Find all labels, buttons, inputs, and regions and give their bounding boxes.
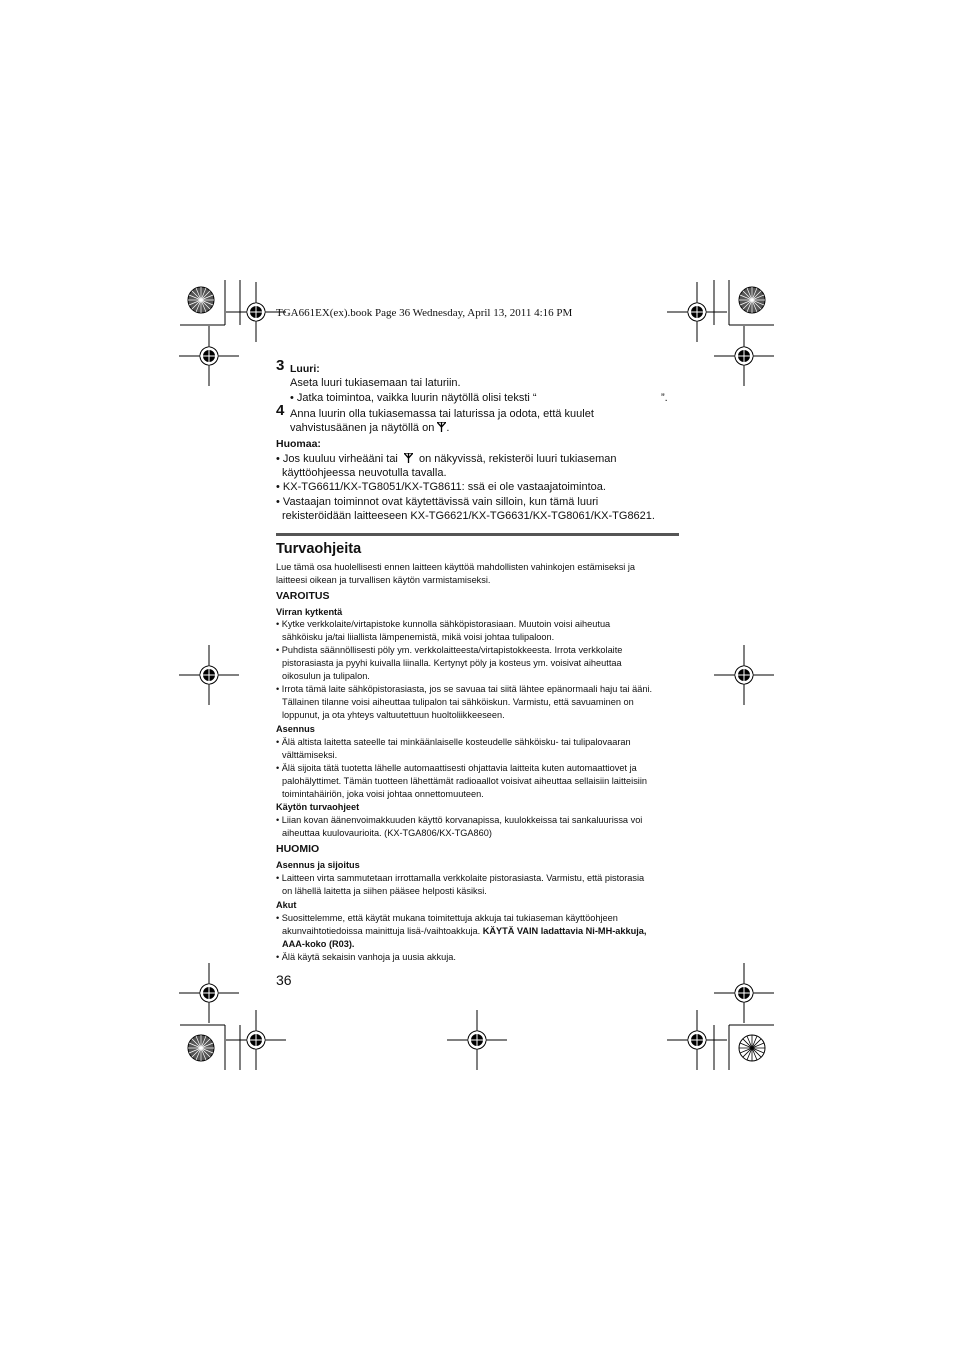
list-item-cont: välttämiseksi.	[282, 750, 338, 760]
subheading-install: Asennus	[276, 724, 315, 734]
note-item: • Jos kuuluu virheääni tai on näkyvissä, rekisteröi luuri tukiaseman	[276, 453, 617, 465]
note-item: • KX-TG6611/KX-TG8051/KX-TG8611: ssä ei ole vastaajatoimintoa.	[276, 481, 606, 493]
note-item-cont: käyttöohjeessa neuvotulla tavalla.	[282, 467, 447, 479]
list-item: • Suosittelemme, että käytät mukana toimitettuja akkuja tai tukiaseman käyttöohjeen	[276, 913, 618, 923]
step-4-line2-end: .	[446, 422, 450, 434]
section-divider	[276, 533, 679, 536]
list-item-cont: AAA-koko (R03).	[282, 939, 355, 949]
antenna-icon	[404, 453, 413, 463]
list-item: • Älä käytä sekaisin vanhoja ja uusia akkuja.	[276, 952, 456, 962]
subheading-placement: Asennus ja sijoitus	[276, 860, 360, 870]
list-item-cont: sähköisku ja/tai liiallista lämpenemistä, mikä voisi johtaa tulipaloon.	[282, 632, 555, 642]
list-item-cont: akunvaihtotiedoissa mainittuja lisä-/vaihtoakkuja. KÄYTÄ VAIN ladattavia Ni-MH-akkuja,	[282, 926, 647, 936]
notes-title: Huomaa:	[276, 438, 321, 450]
page-number: 36	[276, 972, 292, 988]
step-text: Anna luurin olla tukiasemassa tai laturissa ja odota, että kuulet	[290, 408, 594, 420]
caution-heading: HUOMIO	[276, 843, 320, 855]
list-item: • Laitteen virta sammutetaan irrottamalla verkkolaite pistorasiasta. Varmistu, että pistorasia	[276, 873, 645, 883]
list-item: • Älä sijoita tätä tuotetta lähelle automaattisesti ohjattavia laitteita kuten automaattiovet ja	[276, 763, 637, 773]
list-item-cont: toimintahäiriön, joka voisi johtaa onnettomuuteen.	[282, 789, 484, 799]
subheading-battery: Akut	[276, 900, 297, 910]
step-3-bullet: • Jatka toimintoa, vaikka luurin näytöllä olisi teksti “	[290, 392, 537, 404]
note-item: • Vastaajan toiminnot ovat käytettävissä vain silloin, kun tämä luuri	[276, 496, 599, 508]
list-item: • Puhdista säännöllisesti pöly ym. verkkolaitteesta/virtapistokkeesta. Irrota verkkolaite	[276, 645, 623, 655]
list-item: • Kytke verkkolaite/virtapistoke kunnolla sähköpistorasiaan. Muutoin voisi aiheutua	[276, 619, 611, 629]
step-title: Luuri:	[290, 363, 320, 375]
section-title: Turvaohjeita	[276, 541, 362, 557]
safety-intro: laitteesi oikean ja turvallisen käytön varmistamiseksi.	[276, 575, 491, 585]
list-item-cont: pistorasiasta ja pyyhi kuivalla liinalla. Kertynyt pöly ja kosteus ym. voisivat aiheuttaa	[282, 658, 622, 668]
step-3-text: Aseta luuri tukiasemaan tai laturiin.	[290, 377, 461, 389]
list-item-cont: oikosulun ja tulipalon.	[282, 671, 370, 681]
step-number: 3	[276, 357, 285, 374]
list-item: • Irrota tämä laite sähköpistorasiasta, jos se savuaa tai siitä lähtee epänormaali haju tai ääni.	[276, 684, 653, 694]
safety-intro: Lue tämä osa huolellisesti ennen laitteen käyttöä mahdollisten vahinkojen estämiseksi ja	[276, 562, 636, 572]
list-item-cont: on lähellä laitetta ja siihen pääsee helposti käsiksi.	[282, 886, 487, 896]
note-item-cont: rekisteröidään laitteeseen KX-TG6621/KX-TG6631/KX-TG8061/KX-TG8621.	[282, 510, 655, 522]
step-4-line2	[290, 421, 449, 435]
list-item-cont: Tällainen tilanne voisi aiheuttaa tulipalon tai sähköiskun. Varmistu, että savuaminen on	[282, 697, 634, 707]
warning-heading: VAROITUS	[276, 590, 330, 602]
step-4-line2-text: vahvistusäänen ja näytöllä on	[290, 422, 435, 434]
step-number: 4	[276, 402, 285, 419]
list-item-cont: palohälyttimet. Tämän tuotteen lähettämät radioaallot voisivat aiheuttaa sellaisiin laitteisiin	[282, 776, 647, 786]
step-3-bullet-close: ”.	[661, 392, 668, 404]
subheading-power: Virran kytkentä	[276, 607, 343, 617]
subheading-usage: Käytön turvaohjeet	[276, 802, 360, 812]
list-item: • Liian kovan äänenvoimakkuuden käyttö korvanapissa, kuulokkeissa tai sankaluurissa voi	[276, 815, 643, 825]
book-header-line: TGA661EX(ex).book Page 36 Wednesday, April 13, 2011 4:16 PM	[276, 307, 573, 319]
list-item: • Älä altista laitetta sateelle tai minkäänlaiselle kosteudelle sähköisku- tai tulipalovaaran	[276, 737, 631, 747]
list-item-cont: aiheuttaa kuulovaurioita. (KX-TGA806/KX-TGA860)	[282, 828, 492, 838]
list-item-cont: loppunut, ja ota yhteys valtuutettuun huoltoliikkeeseen.	[282, 710, 505, 720]
